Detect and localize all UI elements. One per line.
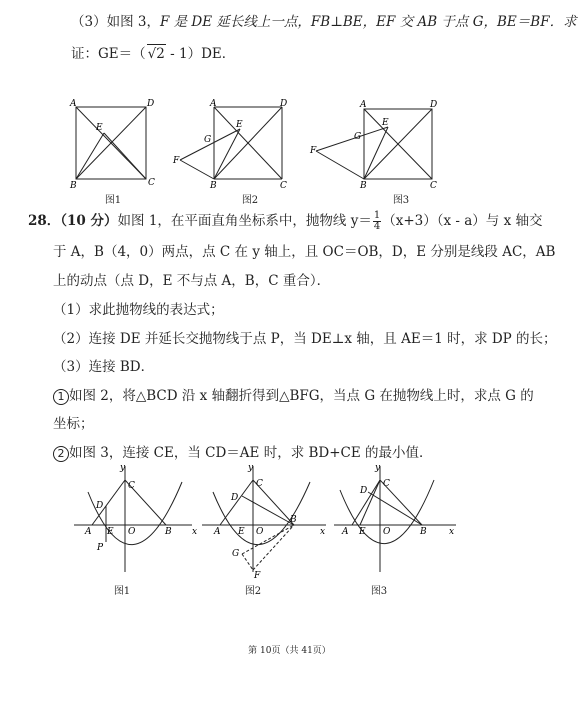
bottom-caption-2: 图2 <box>244 586 262 597</box>
prev-part3-line2: 证：GE＝（ √2 - 1）DE． <box>71 46 236 62</box>
q28-sub2: （2）连接 DE 并延长交抛物线于点 P，当 DE⊥x 轴，且 AE＝1 时，求 DP 的长； <box>53 331 557 347</box>
label-b: B <box>420 527 427 537</box>
label-a: A <box>85 527 92 537</box>
top-figure-3 <box>308 97 438 197</box>
label-f: F <box>310 146 317 156</box>
label-g: G <box>204 135 212 145</box>
label-b: B <box>290 515 297 525</box>
label-e: E <box>359 527 366 537</box>
label-f: F <box>254 571 261 581</box>
label-a: A <box>214 527 221 537</box>
y-axis-label: y <box>120 463 126 473</box>
top-figure-1 <box>62 97 162 197</box>
label-a: A <box>360 100 367 110</box>
q28-circle1-line: 1 如图 2，将△BCD 沿 x 轴翻折得到△BFG，当点 G 在抛物线上时，求点 G 的 <box>53 387 534 405</box>
label-d: D <box>96 501 104 511</box>
label-d: D <box>280 99 288 109</box>
label-b: B <box>360 181 367 191</box>
x-axis-label: x <box>449 527 455 537</box>
bottom-figure-3 <box>330 462 462 582</box>
fraction: $\frac{1}{4}$ <box>373 210 381 232</box>
x-axis-label: x <box>320 527 326 537</box>
top-figure-2 <box>172 97 292 197</box>
label-a: A <box>210 99 217 109</box>
top-caption-2: 图2 <box>241 195 259 206</box>
label-d: D <box>430 100 438 110</box>
label-o: O <box>256 527 264 537</box>
q28-circle1-line2: 坐标； <box>53 416 94 432</box>
label-c: C <box>128 481 135 491</box>
label-d: D <box>147 99 155 109</box>
sqrt-symbol: √2 <box>147 46 165 62</box>
label-o: O <box>383 527 391 537</box>
label-c: C <box>383 479 390 489</box>
page-footer: 第 10页（共 41页） <box>248 646 331 656</box>
label-c: C <box>280 181 287 191</box>
q28-sub3: （3）连接 BD． <box>53 359 155 375</box>
label-p: P <box>97 543 104 553</box>
circled-number-2: 2 <box>53 446 69 462</box>
label-b: B <box>210 181 217 191</box>
label-g: G <box>232 549 240 559</box>
q28-line1: 28．（10 分）如图 1，在平面直角坐标系中，抛物线 y＝ $\frac{1}{4}$ （x+3）（x - a）与 x 轴交 <box>28 210 543 232</box>
bottom-caption-3: 图3 <box>370 586 388 597</box>
label-g: G <box>354 132 362 142</box>
q28-circle2-line: 2 如图 3，连接 CE，当 CD＝AE 时，求 BD+CE 的最小值． <box>53 444 433 462</box>
label-e: E <box>107 527 114 537</box>
q28-sub1: （1）求此抛物线的表达式； <box>53 302 224 318</box>
bottom-caption-1: 图1 <box>113 586 131 597</box>
y-axis-label: y <box>248 463 254 473</box>
bottom-figure-1 <box>70 462 200 582</box>
label-a: A <box>70 99 77 109</box>
circled-number-1: 1 <box>53 389 69 405</box>
label-c: C <box>148 178 155 188</box>
label-f: F <box>173 156 180 166</box>
label-o: O <box>128 527 136 537</box>
label-c: C <box>430 181 437 191</box>
bottom-figure-2 <box>198 462 330 582</box>
label-d: D <box>360 486 368 496</box>
prev-part3-line1: （3）如图 3，F 是 DE 延长线上一点，FB⊥BE，EF 交 AB 于点 G，BE＝BF．求 <box>71 14 577 30</box>
x-axis-label: x <box>192 527 198 537</box>
label-e: E <box>236 120 243 130</box>
label-b: B <box>165 527 172 537</box>
label-e: E <box>382 118 389 128</box>
label-b: B <box>70 181 77 191</box>
top-caption-3: 图3 <box>392 195 410 206</box>
label-d: D <box>231 493 239 503</box>
q28-line3: 上的动点（点 D，E 不与点 A，B，C 重合）． <box>53 273 331 289</box>
label-a: A <box>342 527 349 537</box>
label-e: E <box>238 527 245 537</box>
top-caption-1: 图1 <box>104 195 122 206</box>
label-c: C <box>256 479 263 489</box>
label-e: E <box>96 123 103 133</box>
y-axis-label: y <box>375 463 381 473</box>
q28-line2: 于 A，B（4，0）两点，点 C 在 y 轴上，且 OC＝OB，D，E 分别是线段 AC，AB <box>53 244 556 260</box>
